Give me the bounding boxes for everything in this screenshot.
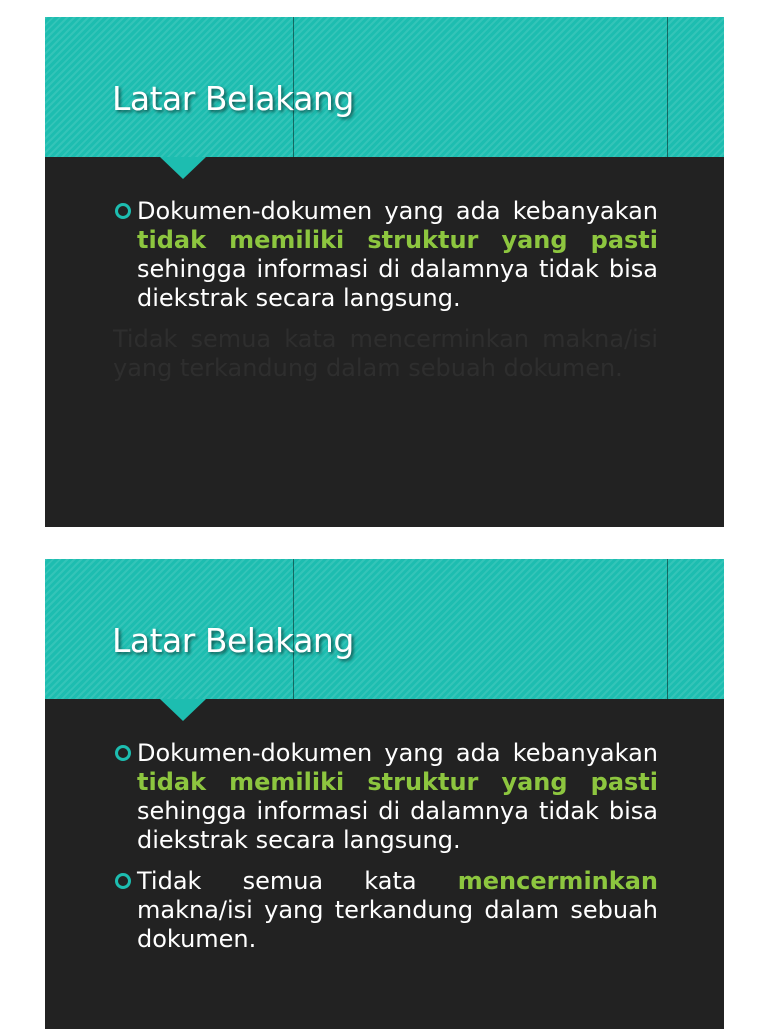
bullet-text-part: makna/isi yang terkandung dalam sebuah dokumen.: [137, 896, 658, 953]
bullet-text: [137, 739, 658, 855]
bullet-highlight: tidak memiliki struktur yang pasti: [137, 768, 658, 796]
bullet-highlight: tidak memiliki struktur yang pasti: [137, 226, 658, 254]
hollow-circle-bullet-icon: [115, 203, 131, 219]
bullet-item: [113, 739, 658, 855]
bullet-item-faded: [113, 325, 658, 383]
slide-2-content: [113, 739, 658, 966]
bullet-text-part: Dokumen-dokumen yang ada kebanyakan: [137, 197, 658, 225]
slide-1: [45, 17, 724, 527]
slide-1-header-band: [45, 17, 724, 157]
bullet-text-part: sehingga informasi di dalamnya tidak bisa diekstrak secara langsung.: [137, 255, 658, 312]
bullet-text-part: Tidak semua kata: [113, 325, 350, 353]
slide-1-content: [113, 197, 658, 395]
bullet-item: [113, 867, 658, 954]
slide-2-header-band: [45, 559, 724, 699]
header-pointer-triangle: [160, 157, 206, 179]
slide-2-title: Latar Belakang: [112, 621, 354, 660]
bullet-text-part: Tidak semua kata: [137, 867, 458, 895]
slide-1-title: Latar Belakang: [112, 79, 354, 118]
bullet-highlight: mencerminkan: [457, 867, 658, 895]
bullet-text-part: sehingga informasi di dalamnya tidak bisa diekstrak secara langsung.: [137, 797, 658, 854]
bullet-text-part: Dokumen-dokumen yang ada kebanyakan: [137, 739, 658, 767]
slide-2: [45, 559, 724, 1029]
bullet-highlight: mencerminkan: [349, 325, 530, 353]
header-divider-line: [667, 559, 668, 699]
bullet-text-part: makna/isi yang terkandung dalam sebuah dokumen.: [113, 325, 658, 382]
header-pointer-triangle: [160, 699, 206, 721]
bullet-text: [137, 197, 658, 313]
header-divider-line: [667, 17, 668, 157]
bullet-item: [113, 197, 658, 313]
bullet-text: [113, 325, 658, 383]
bullet-text: [137, 867, 658, 954]
hollow-circle-bullet-icon: [115, 873, 131, 889]
hollow-circle-bullet-icon: [115, 745, 131, 761]
